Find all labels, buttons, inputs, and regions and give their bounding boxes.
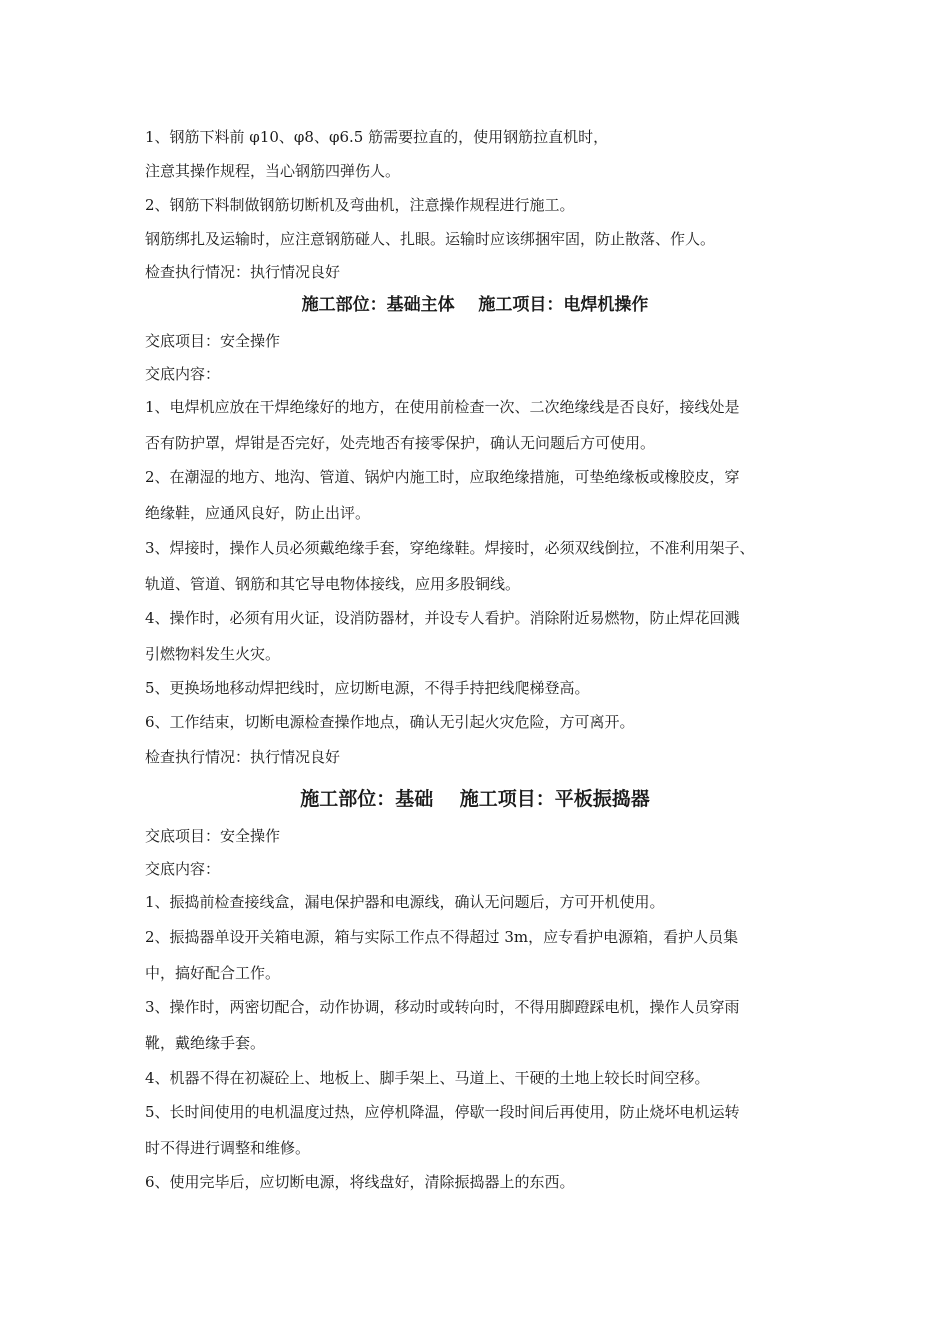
paragraph-line: 2、钢筋下料制做钢筋切断机及弯曲机，注意操作规程进行施工。: [145, 196, 575, 214]
paragraph-line: 3、焊接时，操作人员必须戴绝缘手套，穿绝缘鞋。焊接时，必须双线倒拉，不准利用架子、: [145, 539, 755, 557]
paragraph-line: 轨道、管道、钢筋和其它导电物体接线，应用多股铜线。: [145, 575, 521, 593]
paragraph-line: 3、操作时，两密切配合，动作协调，移动时或转向时，不得用脚蹬踩电机，操作人员穿雨: [145, 998, 740, 1016]
paragraph-line: 注意其操作规程，当心钢筋四弹伤人。: [145, 162, 401, 180]
paragraph-line: 1、电焊机应放在干焊绝缘好的地方，在使用前检查一次、二次绝缘线是否良好，接线处是: [145, 398, 740, 416]
handover-item: 交底项目：安全操作: [145, 332, 281, 350]
section-heading: 施工部位：基础 施工项目：平板振捣器: [300, 788, 650, 810]
paragraph-line: 4、操作时，必须有用火证，设消防器材，并设专人看护。消除附近易燃物，防止焊花回溅: [145, 609, 740, 627]
paragraph-line: 靴，戴绝缘手套。: [145, 1034, 266, 1052]
paragraph-line: 5、长时间使用的电机温度过热，应停机降温，停歇一段时间后再使用，防止烧坏电机运转: [145, 1103, 740, 1121]
paragraph-line: 5、更换场地移动焊把线时，应切断电源，不得手持把线爬梯登高。: [145, 679, 590, 697]
paragraph-line: 4、机器不得在初凝砼上、地板上、脚手架上、马道上、干硬的土地上较长时间空移。: [145, 1069, 710, 1087]
paragraph-line: 2、振捣器单设开关箱电源，箱与实际工作点不得超过 3m，应专看护电源箱，看护人员集: [145, 928, 739, 946]
paragraph-line: 2、在潮湿的地方、地沟、管道、锅炉内施工时，应取绝缘措施，可垫绝缘板或橡胶皮，穿: [145, 468, 740, 486]
paragraph-line: 1、钢筋下料前 φ10、φ8、φ6.5 筋需要拉直的，使用钢筋拉直机时，: [145, 128, 609, 146]
paragraph-line: 引燃物料发生火灾。: [145, 645, 281, 663]
paragraph-line: 1、振捣前检查接线盒，漏电保护器和电源线，确认无问题后，方可开机使用。: [145, 893, 665, 911]
paragraph-line: 6、工作结束，切断电源检查操作地点，确认无引起火灾危险，方可离开。: [145, 713, 635, 731]
inspection-result: 检查执行情况：执行情况良好: [145, 263, 341, 281]
section-heading: 施工部位：基础主体 施工项目：电焊机操作: [301, 295, 649, 315]
paragraph-line: 否有防护罩，焊钳是否完好，处壳地否有接零保护，确认无问题后方可使用。: [145, 434, 656, 452]
paragraph-line: 钢筋绑扎及运输时，应注意钢筋碰人、扎眼。运输时应该绑捆牢固，防止散落、作人。: [145, 230, 716, 248]
handover-content-label: 交底内容：: [145, 860, 221, 878]
paragraph-line: 时不得进行调整和维修。: [145, 1139, 311, 1157]
paragraph-line: 中，搞好配合工作。: [145, 964, 281, 982]
inspection-result: 检查执行情况：执行情况良好: [145, 748, 341, 766]
handover-content-label: 交底内容：: [145, 365, 221, 383]
paragraph-line: 绝缘鞋，应通风良好，防止出评。: [145, 504, 371, 522]
paragraph-line: 6、使用完毕后，应切断电源，将线盘好，清除振捣器上的东西。: [145, 1173, 575, 1191]
handover-item: 交底项目：安全操作: [145, 827, 281, 845]
